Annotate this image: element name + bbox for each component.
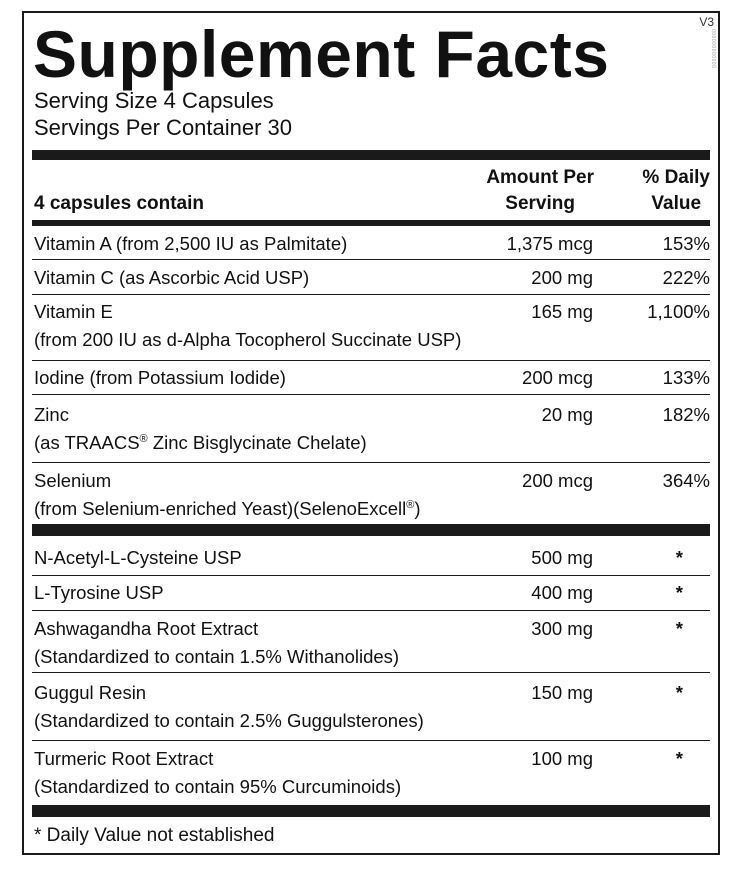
ingredient-name: Turmeric Root Extract: [34, 748, 214, 769]
nutrient-row-selenium: [32, 467, 710, 527]
ingredient-row-guggul: [32, 679, 710, 739]
ingredient-amount: 400 mg: [531, 582, 593, 603]
row-divider: [32, 610, 710, 611]
nutrient-amount: 200 mcg: [522, 367, 593, 388]
column-header-amount: [486, 165, 594, 217]
row-divider: [32, 360, 710, 361]
thick-divider-bottom: [32, 805, 710, 817]
nutrient-source: (from Selenium-enriched Yeast)(SelenoExcell®): [34, 498, 421, 519]
dv-header-line2: Value: [651, 193, 702, 214]
servings-per-container: Servings Per Container 30: [34, 115, 293, 140]
side-code: 000000000000: [710, 29, 716, 69]
nutrient-name: Vitamin E: [34, 301, 113, 322]
nutrient-name: Vitamin C (as Ascorbic Acid USP): [34, 267, 310, 288]
ingredient-amount: 500 mg: [531, 547, 593, 568]
ingredient-name: Ashwagandha Root Extract: [34, 618, 259, 639]
nutrient-dv: 133%: [662, 367, 710, 388]
ingredient-dv: *: [675, 748, 683, 769]
nutrient-dv: 222%: [662, 267, 710, 288]
nutrient-name: Zinc: [34, 404, 69, 425]
nutrient-name: Selenium: [34, 470, 112, 491]
dv-header-line1: % Daily: [642, 167, 710, 188]
ingredient-row-ashwagandha: [32, 615, 710, 675]
page-title: Supplement Facts: [33, 17, 610, 91]
version-label: V3: [699, 15, 714, 29]
ingredient-amount: 300 mg: [531, 618, 593, 639]
ingredient-row-turmeric: [32, 745, 710, 805]
row-divider: [32, 294, 710, 295]
supplement-facts-panel: [22, 11, 720, 855]
ingredient-standardization: (Standardized to contain 1.5% Withanolides): [34, 646, 400, 667]
ingredient-amount: 100 mg: [531, 748, 593, 769]
nutrient-source: (from 200 IU as d-Alpha Tocopherol Succinate USP): [34, 329, 462, 350]
nutrient-dv: 182%: [662, 404, 710, 425]
row-divider: [32, 462, 710, 463]
ingredient-dv: *: [675, 618, 683, 639]
amount-header-line2: Serving: [505, 193, 575, 214]
column-header-dv: [642, 165, 710, 217]
registered-mark: ®: [406, 498, 415, 511]
ingredient-dv: *: [675, 547, 683, 568]
ingredient-standardization: (Standardized to contain 95% Curcuminoids): [34, 776, 402, 797]
nutrient-name: Iodine (from Potassium Iodide): [34, 367, 286, 388]
nutrient-amount: 200 mg: [531, 267, 593, 288]
column-header-name: 4 capsules contain: [34, 193, 205, 214]
row-divider: [32, 259, 710, 260]
nutrient-dv: 153%: [662, 233, 710, 254]
footnote: * Daily Value not established: [34, 825, 275, 846]
nutrient-amount: 200 mcg: [522, 470, 593, 491]
medium-divider: [32, 220, 710, 226]
nutrient-name: Vitamin A (from 2,500 IU as Palmitate): [34, 233, 348, 254]
nutrient-row-zinc: [32, 401, 710, 461]
row-divider: [32, 575, 710, 576]
ingredient-amount: 150 mg: [531, 682, 593, 703]
thick-divider-top: [32, 150, 710, 160]
ingredient-dv: *: [675, 682, 683, 703]
ingredient-name: L-Tyrosine USP: [34, 582, 164, 603]
nutrient-row-vitamin-e: [32, 298, 710, 358]
nutrient-amount: 165 mg: [531, 301, 593, 322]
nutrient-dv: 364%: [662, 470, 710, 491]
amount-header-line1: Amount Per: [486, 167, 594, 188]
row-divider: [32, 672, 710, 673]
nutrient-amount: 20 mg: [541, 404, 593, 425]
row-divider: [32, 394, 710, 395]
ingredient-name: N-Acetyl-L-Cysteine USP: [34, 547, 242, 568]
nutrient-source: (as TRAACS® Zinc Bisglycinate Chelate): [34, 432, 367, 453]
ingredient-standardization: (Standardized to contain 2.5% Guggulsterones): [34, 710, 424, 731]
registered-mark: ®: [139, 432, 148, 445]
row-divider: [32, 740, 710, 741]
ingredient-name: Guggul Resin: [34, 682, 147, 703]
nutrient-amount: 1,375 mcg: [506, 233, 593, 254]
nutrient-dv: 1,100%: [647, 301, 710, 322]
ingredient-dv: *: [675, 582, 683, 603]
serving-size: Serving Size 4 Capsules: [34, 88, 274, 113]
thick-divider-middle: [32, 524, 710, 536]
